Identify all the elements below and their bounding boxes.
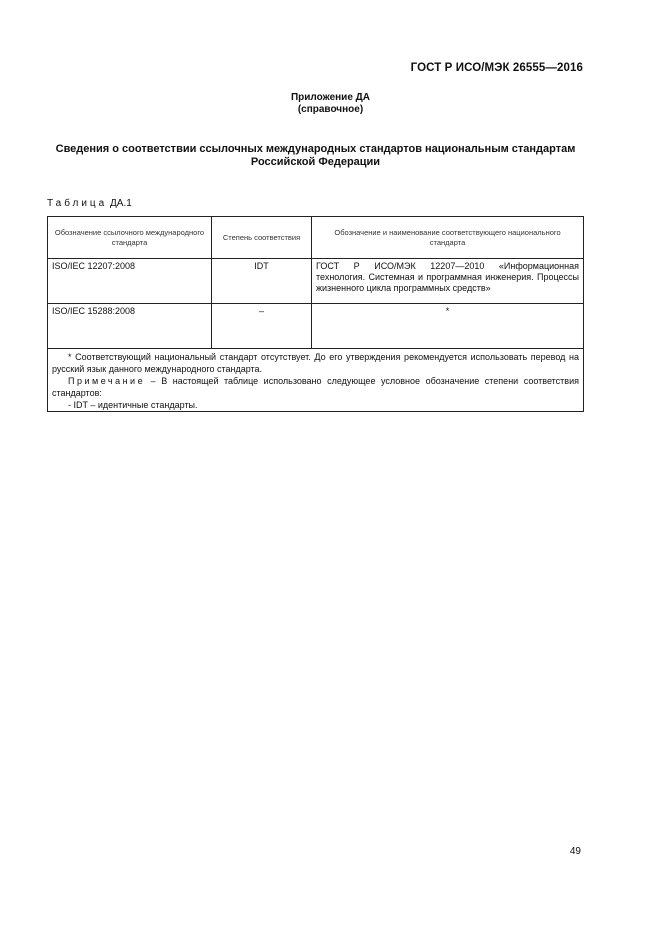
table-note — [52, 375, 579, 399]
standard-code-header: ГОСТ Р ИСО/МЭК 26555—2016 — [410, 62, 583, 74]
cell-national-standard: ГОСТ Р ИСО/МЭК 12207—2010 «Информационная технология. Системная и программная инженерия. Процессы жизненного цикла программных средств» — [312, 259, 584, 304]
note-item: - IDT – идентичные стандарты. — [68, 400, 198, 410]
correspondence-table — [47, 216, 584, 412]
header-reference-standard: Обозначение ссылочного международного стандарта — [48, 217, 212, 259]
section-title-line1: Сведения о соответствии ссылочных международных стандартов национальным стандартам — [55, 143, 576, 155]
section-title — [40, 143, 591, 169]
cell-reference-standard: ISO/IEC 12207:2008 — [48, 259, 212, 304]
table-caption-label: Таблица — [47, 198, 108, 209]
table-footnote: * Соответствующий национальный стандарт отсутствует. До его утверждения рекомендуется использовать перевод на русский язык данного международного стандарта. — [52, 352, 579, 374]
table-caption-number: ДА.1 — [110, 198, 132, 209]
page-number: 49 — [569, 846, 581, 857]
table-header-row — [48, 217, 584, 259]
header-degree: Степень соответствия — [212, 217, 312, 259]
table-notes-row — [48, 349, 584, 412]
appendix-title: Приложение ДА — [290, 92, 371, 103]
appendix-heading — [0, 92, 661, 116]
table-row — [48, 259, 584, 304]
cell-national-standard: * — [312, 304, 584, 349]
note-text: – В настоящей таблице использовано следующее условное обозначение степени соответствия стандартов: — [52, 376, 579, 398]
table-row — [48, 304, 584, 349]
table-notes-cell — [48, 349, 584, 412]
table-caption — [47, 198, 132, 209]
appendix-subtitle: (справочное) — [297, 104, 364, 115]
note-label: Примечание — [68, 376, 146, 386]
cell-reference-standard: ISO/IEC 15288:2008 — [48, 304, 212, 349]
cell-degree: IDT — [212, 259, 312, 304]
cell-degree: – — [212, 304, 312, 349]
section-title-line2: Российской Федерации — [250, 156, 381, 168]
header-national-standard: Обозначение и наименование соответствующего национального стандарта — [312, 217, 584, 259]
